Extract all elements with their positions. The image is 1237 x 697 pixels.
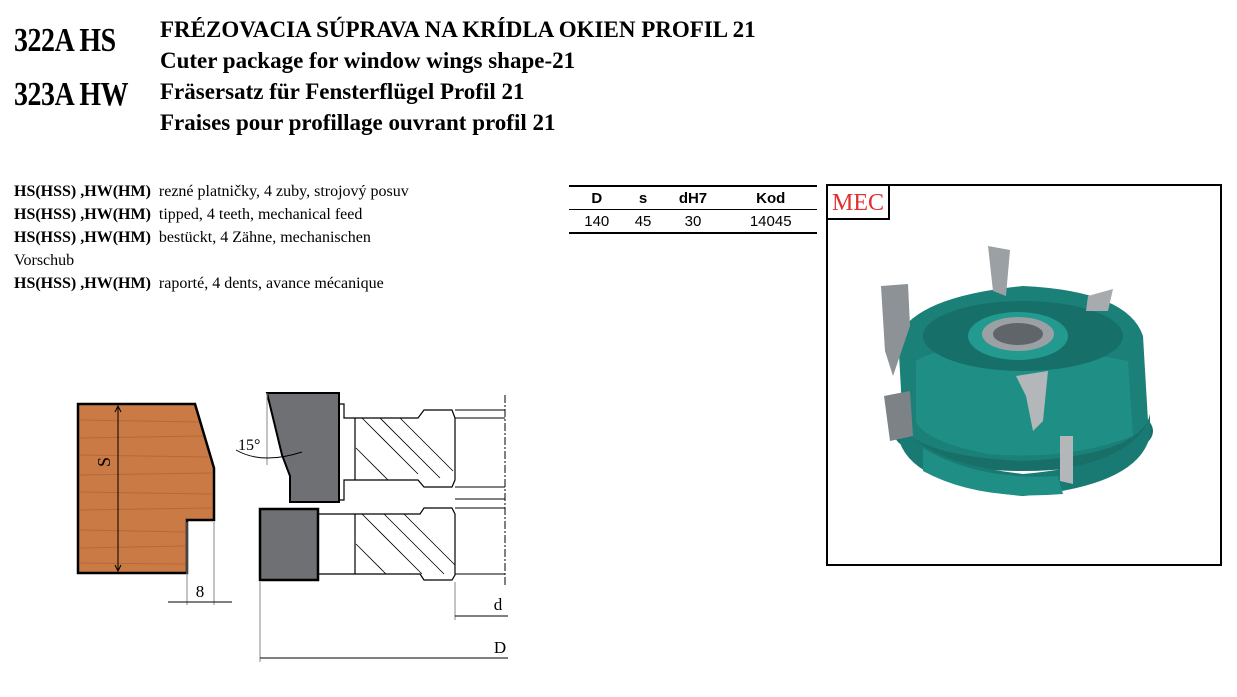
cutter-section <box>236 393 505 585</box>
desc-label: HS(HSS) ,HW(HM) <box>14 275 151 292</box>
d-label: d <box>493 595 503 614</box>
desc-label: HS(HSS) ,HW(HM) <box>14 229 151 246</box>
desc-text: rezné platničky, 4 zuby, strojový posuv <box>158 183 409 200</box>
desc-text: bestückt, 4 Zähne, mechanischen <box>158 229 371 246</box>
desc-label: HS(HSS) ,HW(HM) <box>14 183 151 200</box>
code-hw: 323A HW <box>14 76 129 113</box>
title-fr: Fraises pour profillage ouvrant profil 21 <box>160 110 556 135</box>
cell-dH7: 30 <box>662 210 725 234</box>
width-8-label: 8 <box>195 582 205 601</box>
col-s: s <box>625 186 662 210</box>
cell-D: 140 <box>569 210 625 234</box>
wood-profile <box>78 404 232 605</box>
col-D: D <box>569 186 625 210</box>
desc-label: HS(HSS) ,HW(HM) <box>14 206 151 223</box>
desc-text: tipped, 4 teeth, mechanical feed <box>158 206 363 223</box>
title-de: Fräsersatz für Fensterflügel Profil 21 <box>160 79 525 104</box>
brand-logo: MEC <box>828 186 890 220</box>
desc-text: raporté, 4 dents, avance mécanique <box>158 275 384 292</box>
title-sk: FRÉZOVACIA SÚPRAVA NA KRÍDLA OKIEN PROFIL 21 <box>160 17 756 42</box>
cell-kod: 14045 <box>724 210 817 234</box>
col-dH7: dH7 <box>662 186 725 210</box>
cell-s: 45 <box>625 210 662 234</box>
D-label: D <box>493 638 507 657</box>
s-label: S <box>94 456 114 468</box>
dimensions <box>260 582 508 662</box>
code-hs: 322A HS <box>14 22 116 59</box>
angle-label: 15° <box>238 437 261 454</box>
desc-text: Vorschub <box>14 252 75 269</box>
title-en: Cuter package for window wings shape-21 <box>160 48 576 73</box>
col-kod: Kod <box>724 186 817 210</box>
